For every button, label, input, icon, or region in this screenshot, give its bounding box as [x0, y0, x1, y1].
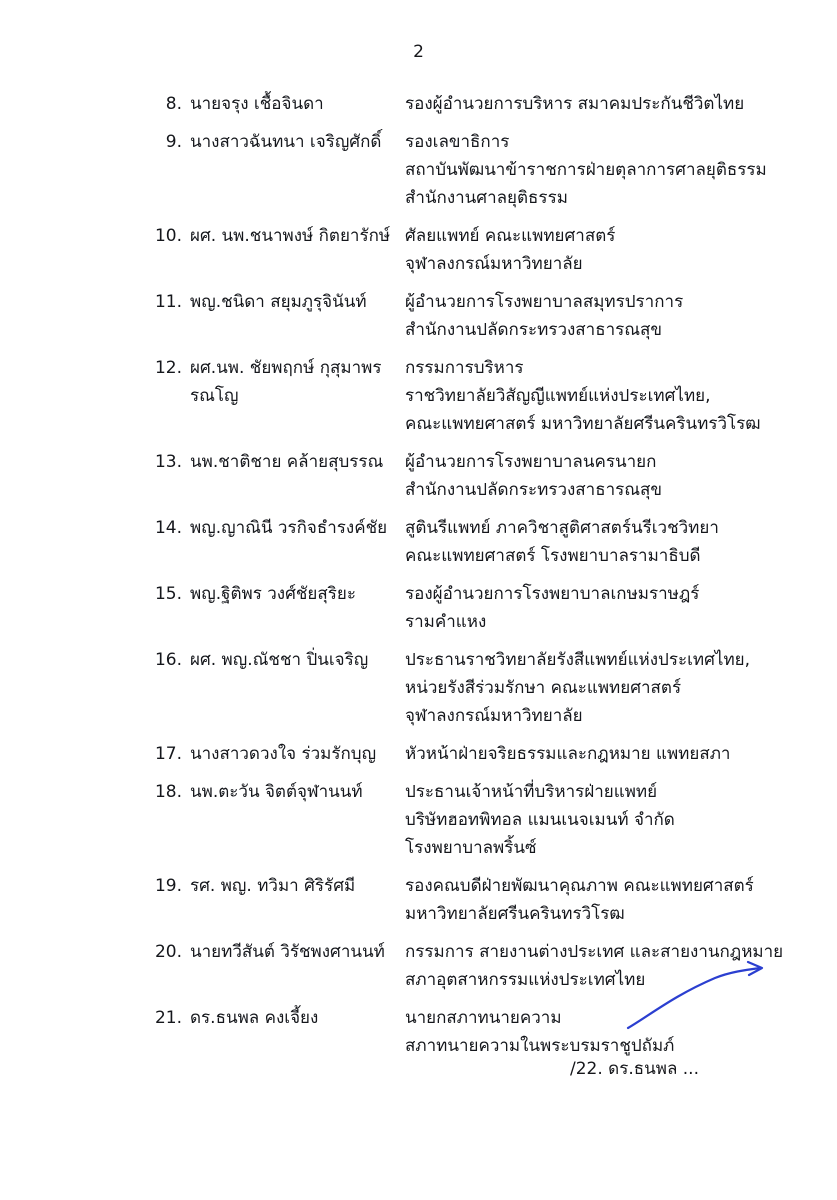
footnote-continuation: /22. ดร.ธนพล ...	[570, 1059, 699, 1079]
list-item-role-line: คณะแพทยศาสตร์ มหาวิทยาลัยศรีนครินทรวิโรฒ	[405, 414, 761, 434]
list-item-role	[405, 1004, 770, 1060]
list-item	[150, 288, 770, 344]
list-item-number: 8.	[165, 94, 182, 114]
list-item-name: ดร.ธนพล คงเจี้ยง	[190, 1008, 319, 1028]
list-item	[150, 646, 770, 730]
list-item-role-line: กรรมการ สายงานต่างประเทศ และสายงานกฎหมาย	[405, 942, 784, 962]
list-item	[150, 872, 770, 928]
list-item-role-line: ประธานราชวิทยาลัยรังสีแพทย์แห่งประเทศไทย,	[405, 650, 751, 670]
list-item-role-line: บริษัทฮอทพิทอล แมนเนจเมนท์ จำกัด	[405, 810, 675, 830]
list-item-role-line: หน่วยรังสีร่วมรักษา คณะแพทยศาสตร์	[405, 678, 682, 698]
list-item-role	[405, 448, 770, 504]
list-item-name: ผศ.นพ. ชัยพฤกษ์ กุสุมาพรรณโญ	[190, 358, 382, 406]
list-item-number: 13.	[154, 452, 182, 472]
list-item-number: 14.	[154, 518, 182, 538]
list-item-name: พญ.ชนิดา สยุมภูรุจินันท์	[190, 292, 367, 312]
list-item-role-line: สำนักงานปลัดกระทรวงสาธารณสุข	[405, 320, 663, 340]
list-item	[150, 580, 770, 636]
list-item-role	[405, 646, 770, 730]
list-item	[150, 778, 770, 862]
list-item-name: รศ. พญ. ทวิมา ศิริรัศมี	[190, 876, 356, 896]
list-item-role	[405, 938, 783, 994]
list-item-role-line: รองคณบดีฝ่ายพัฒนาคุณภาพ คณะแพทยศาสตร์	[405, 876, 754, 896]
list-item-number: 18.	[154, 782, 182, 802]
list-item-role	[405, 514, 770, 570]
list-item-role-line: รองผู้อำนวยการบริหาร สมาคมประกันชีวิตไทย	[405, 94, 745, 114]
list-item-number: 16.	[154, 650, 182, 670]
list-item-role-line: จุฬาลงกรณ์มหาวิทยาลัย	[405, 706, 583, 726]
list-item	[150, 90, 770, 118]
list-item-name: นพ.ตะวัน จิตต์จุฬานนท์	[190, 782, 363, 802]
list-item-role-line: สูตินรีแพทย์ ภาควิชาสูติศาสตร์นรีเวชวิทยา	[405, 518, 719, 538]
list-item-role-line: นายกสภาทนายความ	[405, 1008, 562, 1028]
list-item-role-line: หัวหน้าฝ่ายจริยธรรมและกฎหมาย แพทยสภา	[405, 744, 731, 764]
list-item-name: นายจรุง เชื้อจินดา	[190, 94, 324, 114]
list-item-role	[405, 90, 770, 118]
list-item-number: 21.	[154, 1008, 182, 1028]
list-item-role-line: มหาวิทยาลัยศรีนครินทรวิโรฒ	[405, 904, 625, 924]
list-item-role-line: รามคำแหง	[405, 612, 487, 632]
list-item-role	[405, 872, 770, 928]
list-item-role-line: สภาทนายความในพระบรมราชูปถัมภ์	[405, 1036, 675, 1056]
list-item-number: 11.	[154, 292, 182, 312]
list-item	[150, 222, 770, 278]
list-item	[150, 514, 770, 570]
list-item-role-line: ประธานเจ้าหน้าที่บริหารฝ่ายแพทย์	[405, 782, 658, 802]
list-item-role-line: คณะแพทยศาสตร์ โรงพยาบาลรามาธิบดี	[405, 546, 701, 566]
list-item-name: ผศ. พญ.ณัชชา ปิ่นเจริญ	[190, 650, 369, 670]
page-number: 2	[413, 42, 424, 62]
list-item	[150, 938, 784, 994]
list-item-number: 17.	[154, 744, 182, 764]
list-item-name: นางสาวดวงใจ ร่วมรักบุญ	[190, 744, 377, 764]
list-item-name: นพ.ชาติชาย คล้ายสุบรรณ	[190, 452, 384, 472]
list-item-name: พญ.ฐิติพร วงศ์ชัยสุริยะ	[190, 584, 356, 604]
list-item-role	[405, 580, 770, 636]
list-item-name: นายทวีสันต์ วิรัชพงศานนท์	[190, 942, 385, 962]
list-item	[150, 128, 770, 212]
list-item-role	[405, 740, 770, 768]
list-item-role-line: จุฬาลงกรณ์มหาวิทยาลัย	[405, 254, 583, 274]
attendee-list	[150, 90, 784, 1070]
list-item-role	[405, 128, 770, 212]
list-item	[150, 354, 770, 438]
list-item	[150, 448, 770, 504]
list-item-role-line: ราชวิทยาลัยวิสัญญีแพทย์แห่งประเทศไทย,	[405, 386, 711, 406]
list-item-role-line: สถาบันพัฒนาข้าราชการฝ่ายตุลาการศาลยุติธรรม	[405, 160, 767, 180]
list-item-name: ผศ. นพ.ชนาพงษ์ กิตยารักษ์	[190, 226, 391, 246]
list-item-role-line: ผู้อำนวยการโรงพยาบาลสมุทรปราการ	[405, 292, 684, 312]
list-item	[150, 740, 770, 768]
list-item-role	[405, 222, 770, 278]
list-item-role-line: สำนักงานปลัดกระทรวงสาธารณสุข	[405, 480, 663, 500]
list-item-role	[405, 778, 770, 862]
list-item-role-line: รองผู้อำนวยการโรงพยาบาลเกษมราษฎร์	[405, 584, 700, 604]
list-item-role-line: โรงพยาบาลพริ้นซ์	[405, 838, 537, 858]
list-item-number: 12.	[154, 358, 182, 378]
list-item-number: 15.	[154, 584, 182, 604]
list-item-role-line: สภาอุตสาหกรรมแห่งประเทศไทย	[405, 970, 646, 990]
list-item-number: 20.	[154, 942, 182, 962]
list-item-number: 10.	[154, 226, 182, 246]
list-item-role-line: สำนักงานศาลยุติธรรม	[405, 188, 568, 208]
list-item-role-line: ศัลยแพทย์ คณะแพทยศาสตร์	[405, 226, 616, 246]
list-item-role-line: กรรมการบริหาร	[405, 358, 524, 378]
list-item-role	[405, 288, 770, 344]
list-item-role	[405, 354, 770, 438]
list-item	[150, 1004, 770, 1060]
list-item-number: 9.	[165, 132, 182, 152]
list-item-role-line: รองเลขาธิการ	[405, 132, 510, 152]
list-item-number: 19.	[154, 876, 182, 896]
list-item-role-line: ผู้อำนวยการโรงพยาบาลนครนายก	[405, 452, 657, 472]
list-item-name: นางสาวฉันทนา เจริญศักดิ์	[190, 132, 382, 152]
list-item-name: พญ.ญาณินี วรกิจธำรงค์ชัย	[190, 518, 388, 538]
